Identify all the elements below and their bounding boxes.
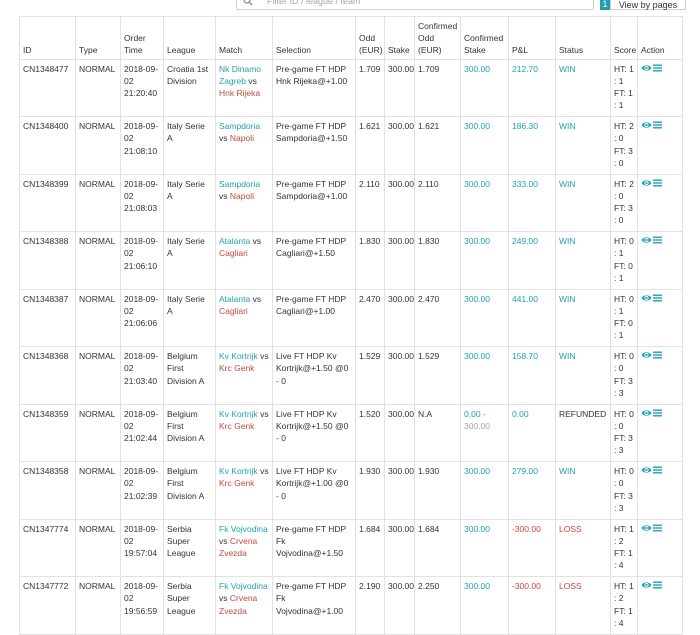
home-team-link[interactable]: Fk Vojvodina (219, 581, 268, 592)
away-team-link[interactable]: Cagliari (219, 305, 248, 316)
cell-order-time: 2018-09-02 19:57:04 (121, 519, 164, 577)
list-icon[interactable] (653, 236, 662, 246)
cell-stake: 300.00 (385, 289, 415, 347)
original-stake-value: 300.00 (464, 420, 490, 431)
away-team-link[interactable]: Hnk Rijeka (219, 88, 261, 99)
eye-icon[interactable] (641, 121, 652, 131)
home-team-link[interactable]: Fk Vojvodina (219, 523, 268, 534)
cell-id: CN1348400 (20, 117, 76, 175)
home-team-link[interactable]: Atalanta (219, 236, 251, 247)
cell-pnl: 186.30 (509, 117, 556, 175)
cell-stake: 300.00 (385, 462, 415, 520)
cell-pnl: -300.00 (509, 577, 556, 635)
cell-pnl: 333.00 (509, 174, 556, 232)
confirmed-stake-value: 300.00 (464, 178, 490, 189)
cell-order-time: 2018-09-02 21:02:39 (121, 462, 164, 520)
cell-status: WIN (556, 174, 611, 232)
cell-selection: Pre-game FT HDP Sampdoria@+1.50 (273, 117, 356, 175)
eye-icon[interactable] (641, 64, 652, 74)
versus-text: vs (260, 408, 269, 419)
cell-stake: 300.00 (385, 519, 415, 577)
cell-confirmed-odd: 1.529 (415, 347, 461, 405)
cell-match (216, 289, 273, 347)
cell-score: HT: 0 : 1 FT: 0 : 1 (611, 232, 638, 290)
cell-confirmed-stake (461, 519, 509, 577)
cell-confirmed-stake (461, 577, 509, 635)
cell-league: Italy Serie A (164, 232, 216, 290)
cell-type: NORMAL (76, 289, 121, 347)
cell-confirmed-odd: 1.684 (415, 519, 461, 577)
cell-selection: Pre-game FT HDP Fk Vojvodina@+1.00 (273, 577, 356, 635)
cell-match (216, 519, 273, 577)
cell-confirmed-odd: N.A (415, 404, 461, 462)
list-icon[interactable] (653, 581, 662, 591)
cell-league: Serbia Super League (164, 519, 216, 577)
cell-match (216, 462, 273, 520)
cell-action (638, 347, 683, 405)
away-team-link[interactable]: Cagliari (219, 248, 248, 259)
versus-text: vs (252, 293, 262, 304)
cell-confirmed-odd: 2.470 (415, 289, 461, 347)
eye-icon[interactable] (641, 236, 652, 246)
column-header-odd[interactable]: Odd (EUR) (356, 17, 385, 60)
table-row (20, 174, 683, 232)
cell-order-time: 2018-09-02 21:03:40 (121, 347, 164, 405)
column-header-confirmed-stake[interactable]: Confirmed Stake (461, 17, 509, 60)
cell-type: NORMAL (76, 519, 121, 577)
cell-league: Serbia Super League (164, 577, 216, 635)
cell-confirmed-stake (461, 462, 509, 520)
cell-id: CN1348399 (20, 174, 76, 232)
cell-type: NORMAL (76, 462, 121, 520)
cell-odd: 1.930 (356, 462, 385, 520)
eye-icon[interactable] (641, 524, 652, 534)
cell-confirmed-odd: 2.110 (415, 174, 461, 232)
cell-league: Italy Serie A (164, 117, 216, 175)
cell-match (216, 347, 273, 405)
column-header-confirmed-odd[interactable]: Confirmed Odd (EUR) (415, 17, 461, 60)
away-team-link[interactable]: Crvena Zvezda (219, 593, 258, 616)
list-icon[interactable] (653, 294, 662, 304)
cell-score: HT: 1 : 2 FT: 1 : 4 (611, 519, 638, 577)
column-header-selection[interactable]: Selection (273, 17, 356, 60)
cell-pnl: 249.00 (509, 232, 556, 290)
toolbar (0, 0, 700, 14)
column-header-action: Action (638, 17, 683, 60)
cell-order-time: 2018-09-02 21:08:10 (121, 117, 164, 175)
cell-odd: 2.110 (356, 174, 385, 232)
cell-status: WIN (556, 347, 611, 405)
cell-confirmed-stake (461, 289, 509, 347)
home-team-link[interactable]: Kv Kortrijk (219, 466, 258, 477)
table-row (20, 347, 683, 405)
confirmed-stake-value: 300.00 (464, 236, 490, 247)
cell-stake: 300.00 (385, 577, 415, 635)
cell-pnl: 158.70 (509, 347, 556, 405)
cell-confirmed-stake (461, 117, 509, 175)
cell-odd: 1.709 (356, 59, 385, 117)
home-team-link[interactable]: Sampdoria (219, 178, 261, 189)
cell-odd: 1.520 (356, 404, 385, 462)
cell-match (216, 232, 273, 290)
search-input[interactable] (267, 0, 567, 8)
confirmed-stake-value: 300.00 (464, 121, 490, 132)
confirmed-stake-value: 300.00 (464, 466, 490, 477)
cell-confirmed-stake (461, 232, 509, 290)
table-row (20, 577, 683, 635)
cell-confirmed-odd: 1.830 (415, 232, 461, 290)
cell-id: CN1347772 (20, 577, 76, 635)
cell-match (216, 174, 273, 232)
cell-order-time: 2018-09-02 21:02:44 (121, 404, 164, 462)
cell-confirmed-odd: 1.621 (415, 117, 461, 175)
cell-score: HT: 0 : 0 FT: 3 : 3 (611, 404, 638, 462)
search-box[interactable] (236, 0, 594, 10)
confirmed-stake-value: 300.00 (464, 523, 490, 534)
confirmed-stake-value: 300.00 (464, 351, 490, 362)
cell-status: WIN (556, 462, 611, 520)
cell-confirmed-stake (461, 174, 509, 232)
list-icon[interactable] (653, 524, 662, 534)
column-header-type[interactable]: Type (76, 17, 121, 60)
cell-league: Italy Serie A (164, 289, 216, 347)
cell-pnl: 212.70 (509, 59, 556, 117)
cell-league: Croatia 1st Division (164, 59, 216, 117)
cell-score: HT: 0 : 0 FT: 3 : 3 (611, 462, 638, 520)
versus-text: vs (219, 190, 228, 201)
column-header-match[interactable]: Match (216, 17, 273, 60)
cell-action (638, 174, 683, 232)
away-team-link[interactable]: Napoli (229, 190, 254, 201)
cell-selection: Live FT HDP Kv Kortrijk@+1.50 @0 - 0 (273, 404, 356, 462)
cell-odd: 1.830 (356, 232, 385, 290)
list-icon[interactable] (653, 64, 662, 74)
cell-confirmed-odd: 1.709 (415, 59, 461, 117)
table-row (20, 404, 683, 462)
cell-match (216, 117, 273, 175)
cell-score: HT: 1 : 2 FT: 1 : 4 (611, 577, 638, 635)
home-team-link[interactable]: Kv Kortrijk (219, 351, 258, 362)
cell-action (638, 117, 683, 175)
cell-type: NORMAL (76, 232, 121, 290)
cell-odd: 2.190 (356, 577, 385, 635)
cell-selection: Live FT HDP Kv Kortrijk@+1.00 @0 - 0 (273, 462, 356, 520)
cell-confirmed-stake (461, 59, 509, 117)
cell-confirmed-stake (461, 347, 509, 405)
cell-stake: 300.00 (385, 347, 415, 405)
cell-order-time: 2018-09-02 21:20:40 (121, 59, 164, 117)
cell-order-time: 2018-09-02 21:06:10 (121, 232, 164, 290)
cell-odd: 1.529 (356, 347, 385, 405)
home-team-link[interactable]: Nk Dinamo Zagreb (219, 63, 262, 86)
cell-status: WIN (556, 232, 611, 290)
cell-match (216, 577, 273, 635)
search-icon (243, 0, 253, 6)
cell-status: WIN (556, 117, 611, 175)
versus-text: vs (219, 535, 228, 546)
cell-league: Italy Serie A (164, 174, 216, 232)
cell-status: LOSS (556, 577, 611, 635)
cell-id: CN1348477 (20, 59, 76, 117)
cell-confirmed-odd: 1.930 (415, 462, 461, 520)
cell-pnl: 279.00 (509, 462, 556, 520)
cell-order-time: 2018-09-02 21:08:03 (121, 174, 164, 232)
table-row (20, 519, 683, 577)
cell-action (638, 577, 683, 635)
column-header-pnl[interactable]: P&L (509, 17, 556, 60)
table-row (20, 289, 683, 347)
cell-score: HT: 0 : 0 FT: 3 : 3 (611, 347, 638, 405)
cell-id: CN1348368 (20, 347, 76, 405)
away-team-link[interactable]: Napoli (229, 133, 254, 144)
cell-type: NORMAL (76, 577, 121, 635)
cell-id: CN1348358 (20, 462, 76, 520)
home-team-link[interactable]: Atalanta (219, 293, 251, 304)
cell-id: CN1348359 (20, 404, 76, 462)
cell-stake: 300.00 (385, 174, 415, 232)
cell-selection: Pre-game FT HDP Cagliari@+1.00 (273, 289, 356, 347)
away-team-link[interactable]: Krc Genk (219, 363, 255, 374)
cell-selection: Live FT HDP Kv Kortrijk@+1.50 @0 - 0 (273, 347, 356, 405)
cell-status: LOSS (556, 519, 611, 577)
cell-id: CN1348388 (20, 232, 76, 290)
confirmed-stake-value: 0.00 - (464, 408, 486, 419)
cell-confirmed-odd: 2.250 (415, 577, 461, 635)
cell-status: WIN (556, 59, 611, 117)
list-icon[interactable] (653, 409, 662, 419)
cell-league: Belgium First Division A (164, 347, 216, 405)
home-team-link[interactable]: Sampdoria (219, 121, 261, 132)
cell-id: CN1347774 (20, 519, 76, 577)
confirmed-stake-value: 300.00 (464, 63, 490, 74)
away-team-link[interactable]: Krc Genk (219, 420, 255, 431)
column-header-order-time[interactable]: Order Time (121, 17, 164, 60)
cell-action (638, 59, 683, 117)
versus-text: vs (260, 466, 269, 477)
column-header-stake[interactable]: Stake (385, 17, 415, 60)
cell-selection: Pre-game FT HDP Sampdoria@+1.00 (273, 174, 356, 232)
table-row (20, 232, 683, 290)
cell-type: NORMAL (76, 117, 121, 175)
cell-pnl: -300.00 (509, 519, 556, 577)
cell-stake: 300.00 (385, 117, 415, 175)
cell-match (216, 404, 273, 462)
cell-match (216, 59, 273, 117)
eye-icon[interactable] (641, 179, 652, 189)
cell-confirmed-stake (461, 404, 509, 462)
away-team-link[interactable]: Crvena Zvezda (219, 535, 258, 559)
table-row (20, 117, 683, 175)
cell-type: NORMAL (76, 347, 121, 405)
cell-odd: 2.470 (356, 289, 385, 347)
cell-league: Belgium First Division A (164, 404, 216, 462)
cell-action (638, 462, 683, 520)
list-icon[interactable] (653, 179, 662, 189)
cell-action (638, 519, 683, 577)
view-by-pages-button[interactable]: View by pages (610, 0, 686, 10)
eye-icon[interactable] (641, 351, 652, 361)
cell-stake: 300.00 (385, 232, 415, 290)
confirmed-stake-value: 300.00 (464, 293, 490, 304)
column-header-score[interactable]: Score (611, 17, 638, 60)
eye-icon[interactable] (641, 409, 652, 419)
versus-text: vs (248, 75, 257, 86)
list-icon[interactable] (653, 121, 662, 131)
cell-stake: 300.00 (385, 404, 415, 462)
table-row (20, 462, 683, 520)
cell-pnl: 0.00 (509, 404, 556, 462)
eye-icon[interactable] (641, 466, 652, 476)
cell-selection: Pre-game FT HDP Fk Vojvodina@+1.50 (273, 519, 356, 577)
cell-score: HT: 2 : 0 FT: 3 : 0 (611, 117, 638, 175)
cell-order-time: 2018-09-02 19:56:59 (121, 577, 164, 635)
cell-league: Belgium First Division A (164, 462, 216, 520)
cell-status: WIN (556, 289, 611, 347)
versus-text: vs (252, 236, 262, 247)
cell-type: NORMAL (76, 59, 121, 117)
cell-odd: 1.621 (356, 117, 385, 175)
cell-score: HT: 0 : 1 FT: 0 : 1 (611, 289, 638, 347)
table-row (20, 59, 683, 117)
confirmed-stake-value: 300.00 (464, 581, 490, 592)
cell-type: NORMAL (76, 174, 121, 232)
cell-selection: Pre-game FT HDP Cagliari@+1.50 (273, 232, 356, 290)
cell-order-time: 2018-09-02 21:06:06 (121, 289, 164, 347)
cell-status: REFUNDED (556, 404, 611, 462)
eye-icon[interactable] (641, 581, 652, 591)
home-team-link[interactable]: Kv Kortrijk (219, 408, 258, 419)
cell-type: NORMAL (76, 404, 121, 462)
cell-action (638, 289, 683, 347)
away-team-link[interactable]: Krc Genk (219, 478, 255, 489)
bets-table (19, 16, 683, 635)
versus-text: vs (219, 133, 228, 144)
current-page-badge[interactable]: 1 (600, 0, 610, 10)
versus-text: vs (260, 351, 269, 362)
cell-selection: Pre-game FT HDP Hnk Rijeka@+1.00 (273, 59, 356, 117)
cell-id: CN1348387 (20, 289, 76, 347)
eye-icon[interactable] (641, 294, 652, 304)
column-header-id[interactable]: ID (20, 17, 76, 60)
column-header-status[interactable]: Status (556, 17, 611, 60)
cell-pnl: 441.00 (509, 289, 556, 347)
cell-stake: 300.00 (385, 59, 415, 117)
cell-action (638, 404, 683, 462)
cell-action (638, 232, 683, 290)
cell-score: HT: 1 : 1 FT: 1 : 1 (611, 59, 638, 117)
list-icon[interactable] (653, 466, 662, 476)
table-header-row (20, 17, 683, 60)
list-icon[interactable] (653, 351, 662, 361)
versus-text: vs (219, 593, 228, 604)
cell-odd: 1.684 (356, 519, 385, 577)
column-header-league[interactable]: League (164, 17, 216, 60)
cell-score: HT: 2 : 0 FT: 3 : 0 (611, 174, 638, 232)
